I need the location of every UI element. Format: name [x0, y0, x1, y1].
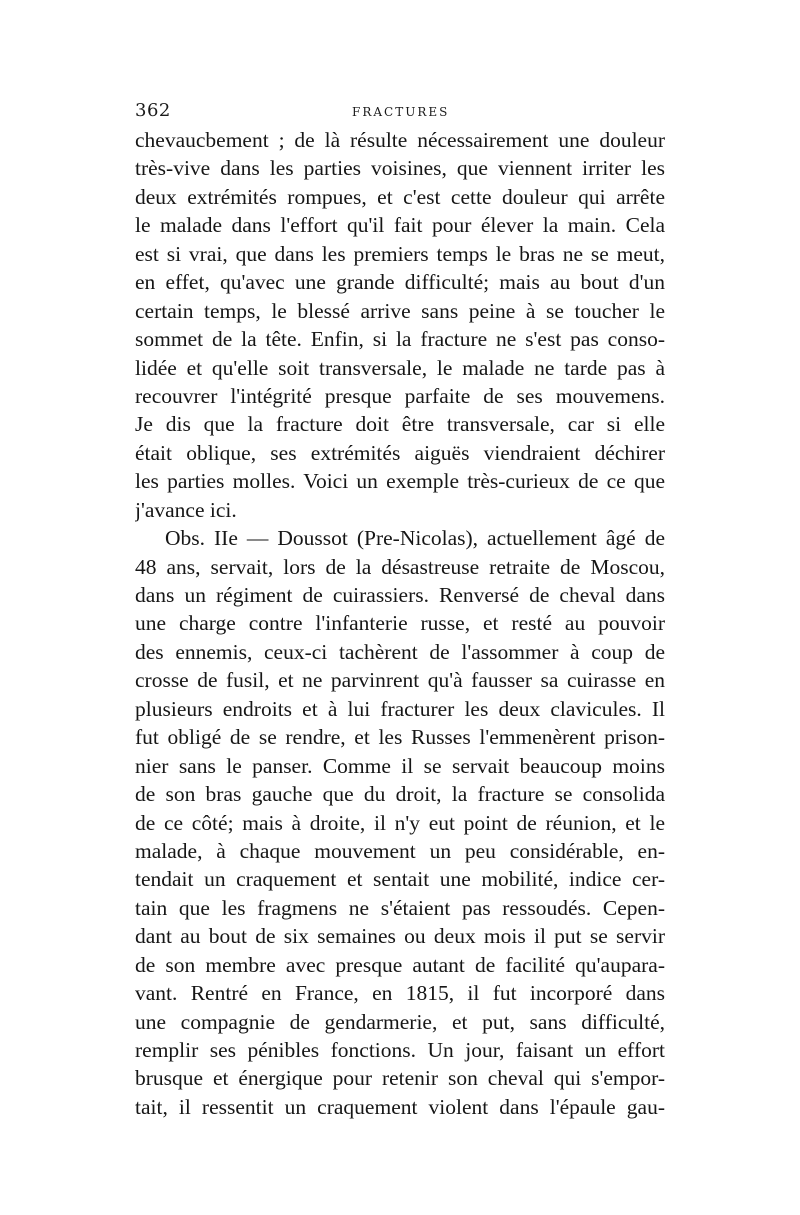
- text-line: fut obligé de se rendre, et les Russes l'emmenèrent prison-: [135, 725, 665, 750]
- text-line: lidée et qu'elle soit transversale, le malade ne tarde pas à: [135, 355, 665, 380]
- text-line: de son membre avec presque autant de facilité qu'aupara-: [135, 952, 665, 977]
- text-line: chevaucbement ; de là résulte nécessairement une douleur: [135, 128, 665, 152]
- text-line: en effet, qu'avec une grande difficulté; mais au bout d'un: [135, 270, 665, 295]
- text-line: très-vive dans les parties voisines, que viennent irriter les: [135, 156, 665, 181]
- running-head: FRACTURES: [352, 105, 450, 119]
- text-line: plusieurs endroits et à lui fracturer les deux clavicules. Il: [135, 696, 665, 721]
- text-line: crosse de fusil, et ne parvinrent qu'à fausser sa cuirasse en: [135, 668, 665, 693]
- text-line: sommet de la tête. Enfin, si la fracture ne s'est pas conso-: [135, 327, 665, 352]
- page-number: 362: [135, 100, 171, 121]
- text-line: tain que les fragmens ne s'étaient pas ressoudés. Cepen-: [135, 895, 665, 920]
- text-line: Je dis que la fracture doit être transversale, car si elle: [135, 412, 665, 437]
- text-line: remplir ses pénibles fonctions. Un jour, faisant un effort: [135, 1038, 665, 1062]
- text-line: malade, à chaque mouvement un peu considérable, en-: [135, 838, 665, 863]
- text-line: certain temps, le blessé arrive sans peine à se toucher le: [135, 298, 665, 323]
- text-line: une compagnie de gendarmerie, et put, sans difficulté,: [135, 1009, 665, 1034]
- text-line: une charge contre l'infanterie russe, et resté au pouvoir: [135, 611, 665, 636]
- text-line: vant. Rentré en France, en 1815, il fut incorporé dans: [135, 981, 665, 1006]
- text-line: recouvrer l'intégrité presque parfaite de ses mouvemens.: [135, 383, 665, 408]
- text-line: est si vrai, que dans les premiers temps le bras ne se meut,: [135, 241, 665, 266]
- page-header: [135, 100, 665, 126]
- text-line: deux extrémités rompues, et c'est cette douleur qui arrête: [135, 184, 665, 209]
- observation-heading-line: Obs. IIe — Doussot (Pre-Nicolas), actuellement âgé de: [165, 526, 665, 551]
- text-line: des ennemis, ceux-ci tachèrent de l'assommer à coup de: [135, 639, 665, 664]
- text-line: les parties molles. Voici un exemple très-curieux de ce que: [135, 469, 665, 494]
- text-line: tait, il ressentit un craquement violent dans l'épaule gau-: [135, 1094, 665, 1119]
- text-line: 48 ans, servait, lors de la désastreuse retraite de Moscou,: [135, 554, 665, 579]
- text-line: tendait un craquement et sentait une mobilité, indice cer-: [135, 867, 665, 892]
- text-line: dant au bout de six semaines ou deux mois il put se servir: [135, 924, 665, 949]
- text-line: brusque et énergique pour retenir son cheval qui s'empor-: [135, 1066, 665, 1091]
- text-line: dans un régiment de cuirassiers. Renversé de cheval dans: [135, 583, 665, 607]
- text-line: de ce côté; mais à droite, il n'y eut point de réunion, et le: [135, 810, 665, 835]
- text-line: le malade dans l'effort qu'il fait pour élever la main. Cela: [135, 213, 665, 238]
- text-line: nier sans le panser. Comme il se servait beaucoup moins: [135, 753, 665, 778]
- text-line: de son bras gauche que du droit, la fracture se consolida: [135, 782, 665, 807]
- text-line: était oblique, ses extrémités aiguës viendraient déchirer: [135, 440, 665, 465]
- paragraph-end-line: j'avance ici.: [135, 497, 237, 522]
- body-text: [135, 126, 665, 1121]
